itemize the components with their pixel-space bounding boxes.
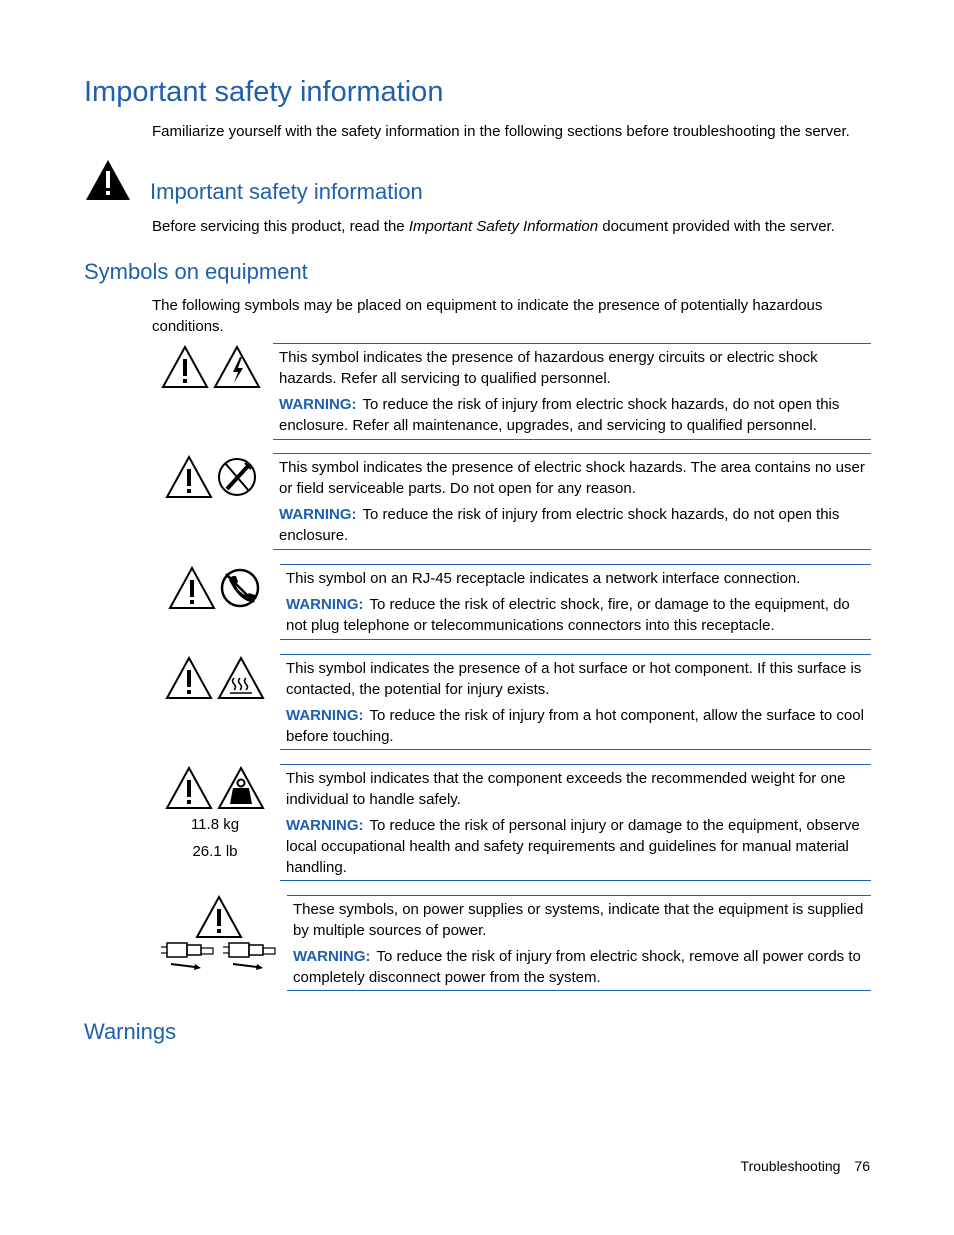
caution-icon (197, 897, 241, 937)
no-tools-icon (219, 459, 255, 495)
symbol-row-2-text: This symbol indicates the presence of electric shock hazards. The area contains no user or field serviceable parts. Do not open for any reason. WARNING: To reduce the risk of injury from electric shock hazards, do not open this enclosure. (273, 453, 871, 550)
hot-surface-icon (219, 658, 263, 698)
symbol-row-5-text: This symbol indicates that the component exceeds the recommended weight for one individual to handle safely. WARNING: To reduce the risk of personal injury or damage to the equipment, observe local occupational health and safety requirements and guidelines for manual material handling. (280, 764, 871, 881)
warning-triangle-icon (84, 158, 132, 202)
weight-lb-label: 26.1 lb (192, 843, 238, 860)
caution-icon (170, 568, 214, 608)
heavy-weight-icon (219, 768, 263, 808)
warnings-heading: Warnings (84, 1019, 177, 1044)
footer-section: Troubleshooting (740, 1158, 841, 1174)
symbol-row-6-text: These symbols, on power supplies or systems, indicate that the equipment is supplied by multiple sources of power. WARNING: To reduce the risk of injury from electric shock, remove all power cords to completely disconnect power from the system. (287, 895, 871, 991)
power-cord-icon (223, 943, 275, 970)
symbols-intro: The following symbols may be placed on equipment to indicate the presence of potentially hazardous conditions. (152, 297, 823, 335)
page-number: 76 (854, 1158, 870, 1174)
symbol-row-3-icons (168, 566, 264, 610)
safety-text: Before servicing this product, read the Important Safety Information document provided with the server. (152, 218, 835, 235)
page-title: Important safety information (84, 76, 444, 108)
symbol-row-5-icons (165, 766, 265, 810)
symbol-row-3-text: This symbol on an RJ-45 receptacle indicates a network interface connection. WARNING: To reduce the risk of electric shock, fire, or damage to the equipment, do not plug telephone or telecommunications connectors into this receptacle. (280, 564, 871, 640)
power-cord-icon (161, 943, 213, 970)
symbols-heading: Symbols on equipment (84, 259, 308, 284)
page-intro: Familiarize yourself with the safety information in the following sections before troubleshooting the server. (152, 123, 850, 140)
caution-icon (167, 768, 211, 808)
symbol-row-1-text: This symbol indicates the presence of hazardous energy circuits or electric shock hazards. Refer all servicing to qualified personnel. WARNING: To reduce the risk of injury from electric shock hazards, do not open this enclosure. Refer all maintenance, upgrades, and servicing to qualified personnel. (273, 343, 871, 440)
caution-icon (163, 347, 207, 387)
symbol-row-2-icons (165, 455, 261, 499)
no-telephone-icon (222, 570, 258, 606)
symbol-row-4-icons (165, 656, 265, 700)
page-footer (727, 1158, 870, 1174)
symbol-row-6-icons (157, 895, 281, 975)
weight-kg-label: 11.8 kg (190, 816, 240, 833)
safety-heading: Important safety information (150, 179, 423, 204)
caution-icon (167, 457, 211, 497)
electric-shock-icon (215, 347, 259, 387)
caution-icon (167, 658, 211, 698)
symbol-row-4-text: This symbol indicates the presence of a hot surface or hot component. If this surface is contacted, the potential for injury exists. WARNING: To reduce the risk of injury from a hot component, allow the surface to cool before touching. (280, 654, 871, 750)
symbol-row-1-icons (161, 345, 263, 389)
